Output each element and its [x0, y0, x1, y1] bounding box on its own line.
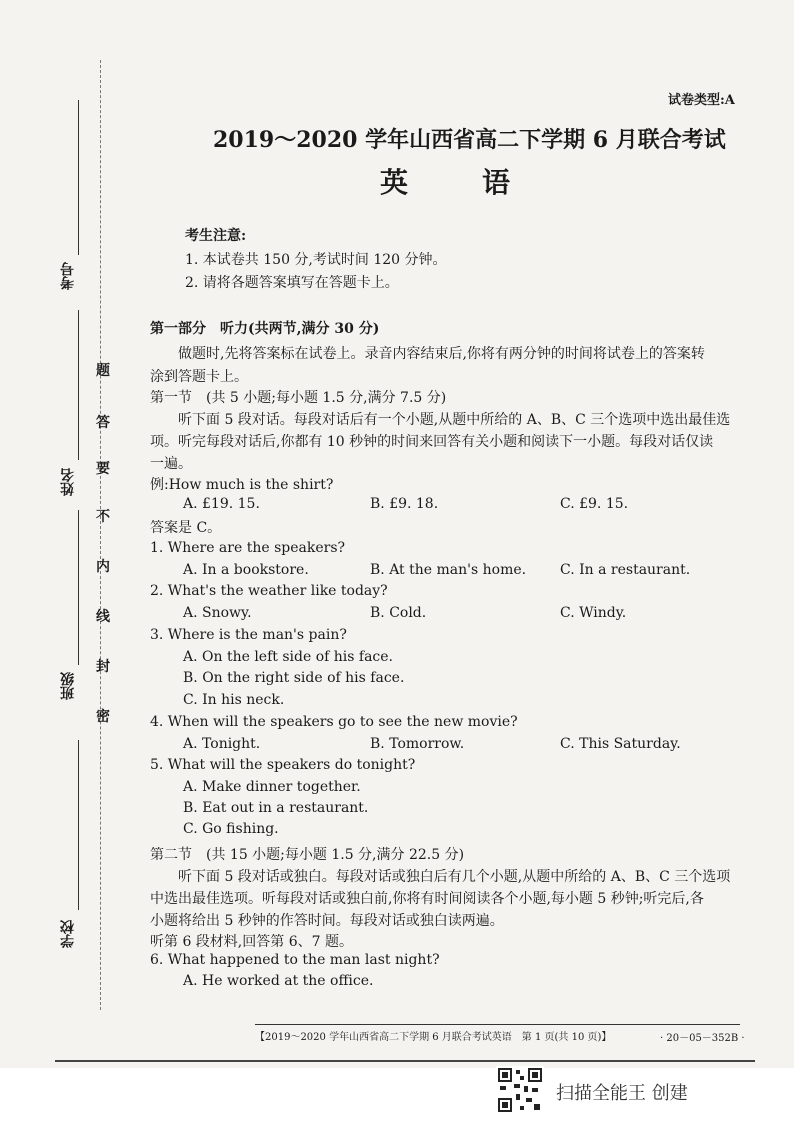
seal-char: 答: [96, 415, 110, 431]
example-question: 例:How much is the shirt?: [150, 477, 334, 493]
option: B. £9. 18.: [370, 496, 439, 512]
question: 4. When will the speakers go to see the new movie?: [150, 714, 518, 730]
footer-rule: [255, 1024, 740, 1025]
option: B. At the man's home.: [370, 562, 527, 578]
option: A. £19. 15.: [183, 496, 260, 512]
notice-heading: 考生注意:: [185, 228, 247, 244]
seal-char: 密: [96, 709, 110, 725]
exam-number-field: [78, 100, 79, 255]
binding-line: [100, 60, 101, 1010]
name-field: [78, 310, 79, 460]
instruction-line: 听下面 5 段对话或独白。每段对话或独白后有几个小题,从题中所给的 A、B、C 三个选项: [150, 869, 731, 885]
option: C. Windy.: [560, 605, 627, 621]
seal-char: 封: [96, 659, 110, 675]
notice-item: 2. 请将各题答案填写在答题卡上。: [185, 275, 399, 291]
section-heading: 第二节 (共 15 小题;每小题 1.5 分,满分 22.5 分): [150, 847, 465, 863]
paper-code: · 20－05－352B ·: [660, 1033, 745, 1044]
option: C. In a restaurant.: [560, 562, 691, 578]
notice-item: 1. 本试卷共 150 分,考试时间 120 分钟。: [185, 252, 447, 268]
question: 1. Where are the speakers?: [150, 540, 346, 556]
option: B. Tomorrow.: [370, 736, 465, 752]
exam-title: 2019～2020 学年山西省高二下学期 6 月联合考试: [213, 127, 726, 153]
school-label: 学校: [60, 920, 76, 948]
school-field: [78, 740, 79, 910]
instruction-line: 中选出最佳选项。听每段对话或独白前,你将有时间阅读各个小题,每小题 5 秒钟;听完后,各: [150, 891, 704, 907]
instruction-line: 做题时,先将答案标在试卷上。录音内容结束后,你将有两分钟的时间将试卷上的答案转: [150, 346, 705, 362]
seal-char: 不: [96, 509, 110, 525]
instruction-line: 项。听完每段对话后,你都有 10 秒钟的时间来回答有关小题和阅读下一小题。每段对话仅读: [150, 434, 714, 450]
option: C. Go fishing.: [183, 821, 279, 837]
option: A. On the left side of his face.: [183, 649, 394, 665]
section-heading: 第一节 (共 5 小题;每小题 1.5 分,满分 7.5 分): [150, 390, 447, 406]
option: C. £9. 15.: [560, 496, 629, 512]
qr-code-icon: [496, 1066, 544, 1114]
question: 3. Where is the man's pain?: [150, 627, 347, 643]
exam-number-label: 考号: [60, 262, 76, 290]
seal-char: 线: [96, 609, 110, 625]
instruction-line: 小题将给出 5 秒钟的作答时间。每段对话或独白读两遍。: [150, 913, 504, 929]
option: A. In a bookstore.: [183, 562, 309, 578]
option: C. This Saturday.: [560, 736, 681, 752]
part-heading: 第一部分 听力(共两节,满分 30 分): [150, 321, 380, 337]
subject-title: 英 语: [380, 166, 517, 199]
question: 2. What's the weather like today?: [150, 583, 388, 599]
example-answer: 答案是 C。: [150, 520, 222, 536]
option: A. Make dinner together.: [183, 779, 361, 795]
question: 5. What will the speakers do tonight?: [150, 757, 416, 773]
option: A. Snowy.: [183, 605, 252, 621]
option: A. Tonight.: [183, 736, 261, 752]
seal-char: 内: [96, 559, 110, 575]
instruction-line: 涂到答题卡上。: [150, 369, 248, 385]
option: A. He worked at the office.: [183, 973, 374, 989]
instruction-line: 一遍。: [150, 456, 192, 472]
option: B. On the right side of his face.: [183, 670, 405, 686]
instruction-line: 听下面 5 段对话。每段对话后有一个小题,从题中所给的 A、B、C 三个选项中选出最佳选: [150, 412, 731, 428]
seal-char: 题: [96, 363, 110, 379]
name-label: 姓名: [60, 468, 76, 496]
option: B. Eat out in a restaurant.: [183, 800, 369, 816]
option: B. Cold.: [370, 605, 427, 621]
paper-type: 试卷类型:A: [668, 93, 735, 108]
class-label: 班级: [60, 672, 76, 700]
scanner-watermark: 扫描全能王 创建: [556, 1083, 688, 1104]
page-footer: 【2019～2020 学年山西省高二下学期 6 月联合考试英语 第 1 页(共 10 页)】: [255, 1032, 612, 1043]
material-line: 听第 6 段材料,回答第 6、7 题。: [150, 934, 353, 950]
class-field: [78, 510, 79, 665]
question: 6. What happened to the man last night?: [150, 952, 440, 968]
option: C. In his neck.: [183, 692, 285, 708]
page-bottom-border: [55, 1060, 755, 1062]
seal-char: 要: [96, 461, 110, 477]
